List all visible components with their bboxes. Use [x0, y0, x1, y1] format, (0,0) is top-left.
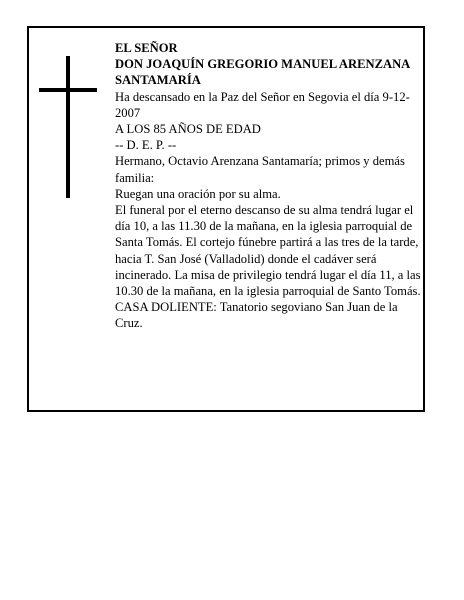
age-line: A LOS 85 AÑOS DE EDAD [115, 122, 261, 137]
funeral-details: El funeral por el eterno descanso de su alma tendrá lugar el día 10, a las 11.30 de la mañana, en la iglesia parroquial de Santa Tomás. El cortejo fúnebre partirá a las tres de la tarde, hacia T. San José (Valladolid) donde el cadáver será incinerado. La misa de privilegio tendrá lugar el día 11, a las 10.30 de la mañana, en la iglesia parroquial de Santo Tomás. [115, 203, 421, 299]
cross-horizontal-bar [39, 88, 97, 92]
rip-line: -- D. E. P. -- [115, 138, 177, 153]
cross-vertical-bar [66, 56, 70, 198]
family-line: Hermano, Octavio Arenzana Santamaría; primos y demás familia: [115, 154, 405, 185]
deceased-name: DON JOAQUÍN GREGORIO MANUEL ARENZANA SANTAMARÍA [115, 57, 410, 88]
notice-title: EL SEÑOR [115, 41, 178, 55]
death-announcement: Ha descansado en la Paz del Señor en Segovia el día 9-12-2007 [115, 89, 410, 120]
cross-icon [39, 56, 97, 198]
obituary-notice [27, 26, 425, 412]
house-of-mourning: CASA DOLIENTE: Tanatorio segoviano San Juan de la Cruz. [115, 300, 398, 331]
notice-text [115, 40, 421, 332]
prayer-line: Ruegan una oración por su alma. [115, 186, 281, 201]
